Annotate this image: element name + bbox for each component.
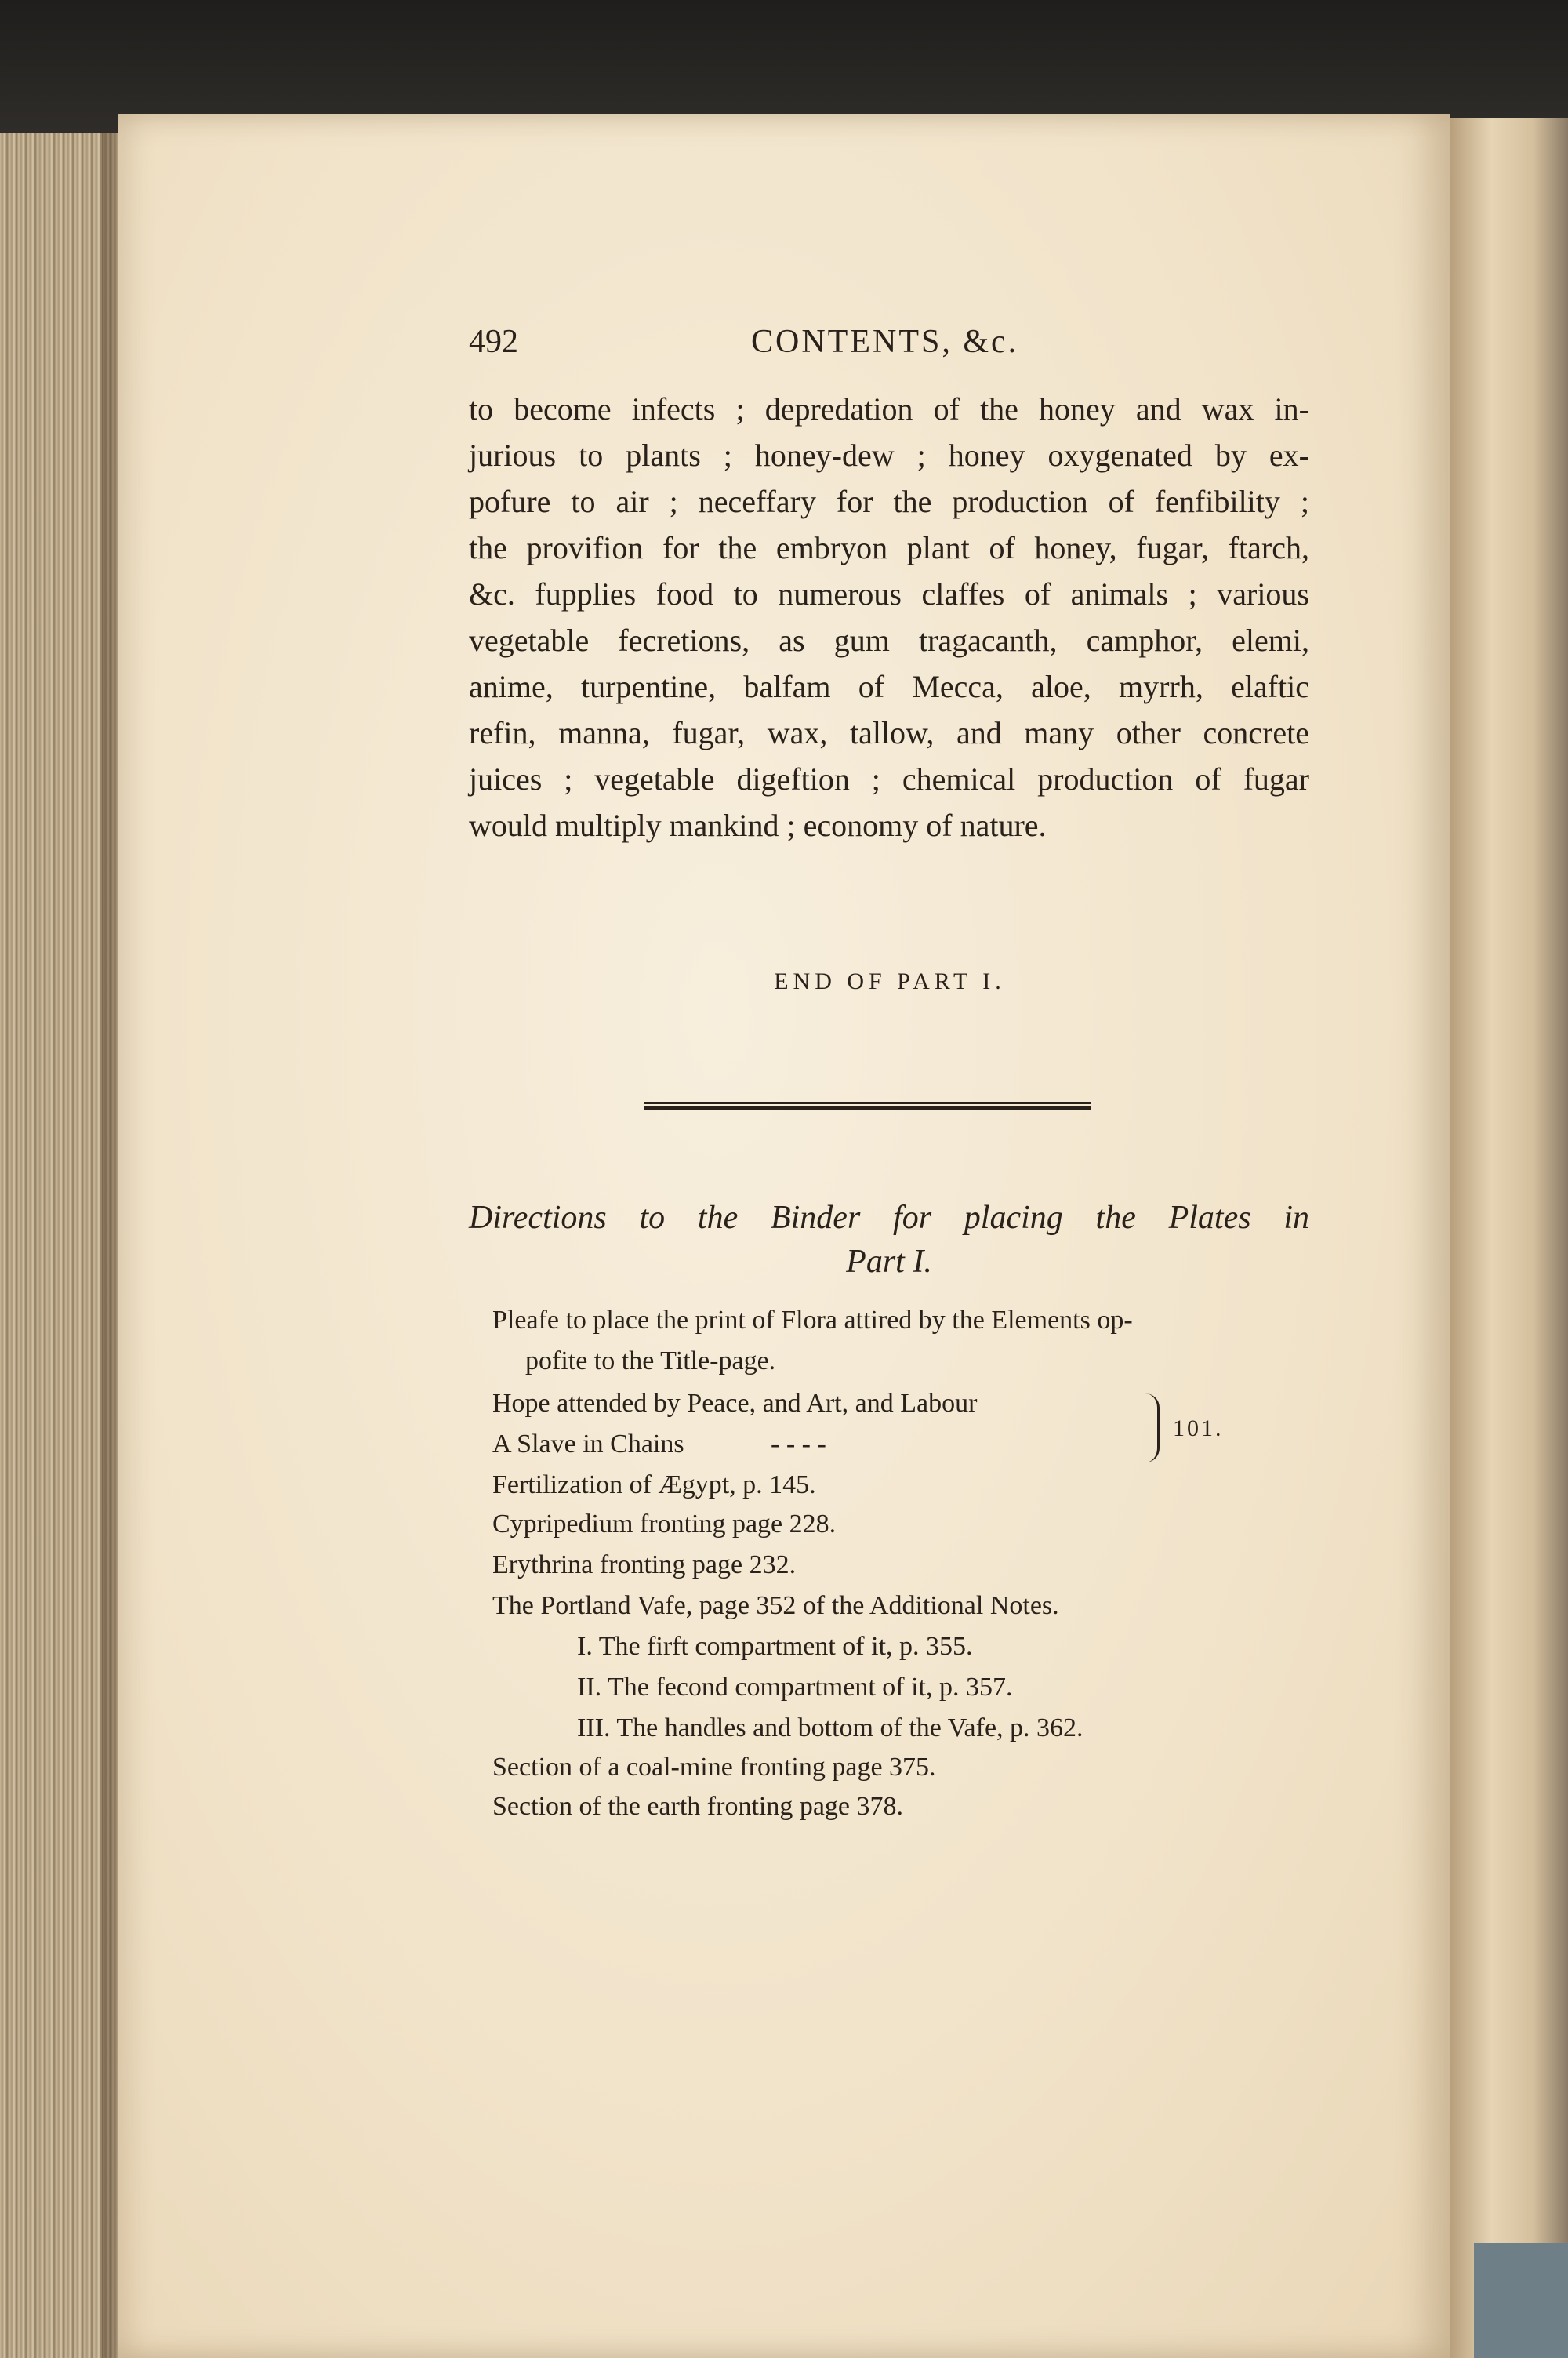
plate-entry: Erythrina fronting page 232.: [492, 1550, 797, 1579]
contents-paragraph: [469, 386, 1309, 848]
plate-entry: The Portland Vafe, page 352 of the Additional Notes.: [492, 1591, 1059, 1620]
plate-entry: Cypripedium fronting page 228.: [492, 1510, 837, 1539]
running-head: [469, 323, 1308, 370]
plate-entry: A Slave in Chains: [492, 1430, 684, 1459]
plate-entry: Section of a coal-mine fronting page 375.: [492, 1753, 936, 1782]
end-of-part-heading: END OF PART I.: [774, 968, 1006, 994]
paragraph-line: &c. fupplies food to numerous claffes of animals ; various: [469, 576, 1309, 612]
paragraph-line: to become infects ; depredation of the honey and wax in-: [469, 391, 1309, 427]
paragraph-line: the provifion for the embryon plant of honey, fugar, ftarch,: [469, 530, 1309, 565]
brace-page-number: 101.: [1173, 1415, 1224, 1441]
paragraph-line: anime, turpentine, balfam of Mecca, aloe, myrrh, elaftic: [469, 669, 1309, 704]
directions-heading-line: Part I.: [846, 1244, 932, 1280]
directions-heading: [469, 1196, 1309, 1284]
plate-entry: II. The fecond compartment of it, p. 357.: [577, 1673, 1013, 1702]
paragraph-line: jurious to plants ; honey-dew ; honey oxygenated by ex-: [469, 438, 1309, 473]
plate-entry: Fertilization of Ægypt, p. 145.: [492, 1470, 816, 1499]
section-rule: [644, 1102, 1091, 1110]
paragraph-line: pofure to air ; neceffary for the production of fenfibility ;: [469, 484, 1309, 519]
plate-entry: Section of the earth fronting page 378.: [492, 1792, 904, 1821]
directions-heading-line: Directions to the Binder for placing the Plates in: [469, 1200, 1309, 1236]
brace-mark: [1143, 1393, 1160, 1462]
running-head-title: CONTENTS, &c.: [751, 324, 1019, 360]
paragraph-line: refin, manna, fugar, wax, tallow, and many other concrete: [469, 715, 1309, 750]
plate-entry: Pleafe to place the print of Flora attired by the Elements op-: [492, 1306, 1133, 1335]
page-number: 492: [469, 324, 518, 360]
book-cover-corner: [1474, 2243, 1568, 2358]
leader-dashes: - - - -: [771, 1430, 826, 1459]
paragraph-line: vegetable fecretions, as gum tragacanth, camphor, elemi,: [469, 623, 1309, 658]
plate-entry: I. The firft compartment of it, p. 355.: [577, 1632, 973, 1661]
plate-entry: pofite to the Title-page.: [525, 1346, 776, 1375]
plate-entry: Hope attended by Peace, and Art, and Labour: [492, 1389, 978, 1418]
paragraph-line: would multiply mankind ; economy of nature.: [469, 808, 1047, 843]
facing-page-edge: [1450, 118, 1568, 2358]
paragraph-line: juices ; vegetable digeftion ; chemical production of fugar: [469, 761, 1309, 797]
plate-entry: III. The handles and bottom of the Vafe, p. 362.: [577, 1713, 1083, 1742]
